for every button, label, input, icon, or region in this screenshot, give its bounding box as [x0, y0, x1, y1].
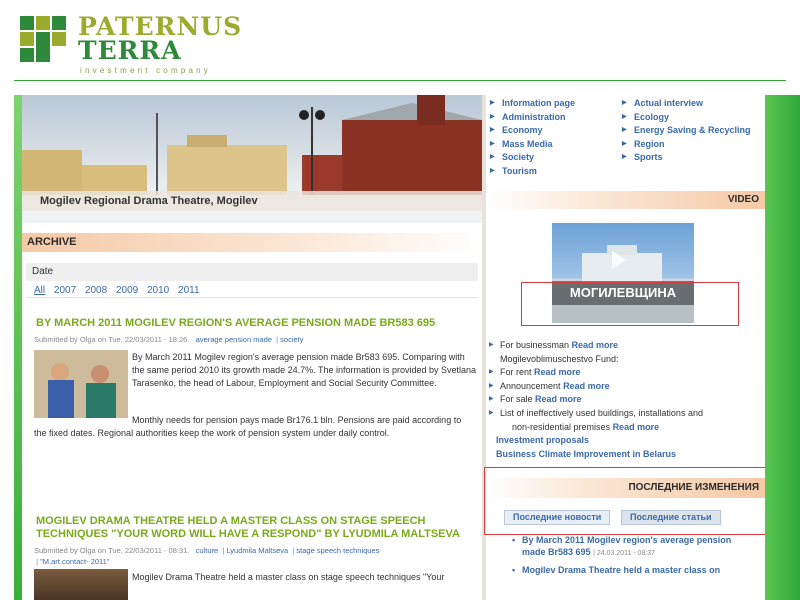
read-more-link[interactable]: Read more: [612, 421, 660, 432]
nav-link-energy-saving[interactable]: ▶ Energy Saving & Recycling: [620, 124, 751, 138]
buildings-list-label: ▶ List of ineffectively used buildings, installations and: [488, 407, 763, 421]
nav-link-administration[interactable]: ▶ Administration: [488, 111, 575, 125]
nav-link-information-page[interactable]: ▶ Information page: [488, 97, 575, 111]
right-green-border: [765, 95, 800, 600]
year-filter: [34, 285, 206, 296]
company-logo[interactable]: [18, 12, 248, 75]
article-photo: [34, 350, 128, 418]
nav-link-region[interactable]: ▶ Region: [620, 138, 751, 152]
year-link-2009[interactable]: 2009: [115, 285, 139, 296]
video-label: МОГИЛЕВЩИНА: [552, 281, 694, 305]
article-tag[interactable]: stage speech techniques: [296, 546, 380, 555]
left-green-border: [14, 95, 22, 600]
article-paragraph-2: Monthly needs for pension pays made Br176.1 bln. Pensions are paid according to the fixed dates. Regional authorities keep the work of pension system under daily control.: [34, 415, 462, 438]
list-item: [488, 380, 763, 394]
list-item: [488, 393, 763, 407]
businessman-label: For businessman: [500, 340, 570, 350]
logo-title-line2: TERRA: [78, 36, 182, 65]
article-tag[interactable]: Lyudmila Maltseva: [226, 546, 289, 555]
news-title[interactable]: Mogilev Drama Theatre held a master class on: [522, 565, 721, 575]
year-link-2007[interactable]: 2007: [53, 285, 77, 296]
fund-label: Mogilevoblimuschestvo Fund:: [500, 353, 619, 364]
category-nav-right: [620, 97, 751, 165]
list-item: [488, 366, 763, 380]
year-link-2011[interactable]: 2011: [178, 285, 200, 296]
buildings-list-cont: non-residential premises: [512, 421, 611, 432]
nav-link-sports[interactable]: ▶ Sports: [620, 151, 751, 165]
year-link-2010[interactable]: 2010: [147, 285, 170, 296]
nav-link-mass-media[interactable]: ▶ Mass Media: [488, 138, 575, 152]
article-tag[interactable]: culture: [195, 546, 219, 555]
announcement-label: Announcement: [500, 380, 561, 391]
hero-banner: [22, 95, 482, 223]
article-meta: Submitted by Olga on Tue, 22/03/2011 - 08:31. culture | Lyudmila Maltseva | stage speech techniques | "M.art.contact- 2011": [34, 546, 380, 566]
article-submitted: Submitted by Olga on Tue, 22/03/2011 - 18:26.: [34, 335, 190, 344]
nav-link-ecology[interactable]: ▶ Ecology: [620, 111, 751, 125]
category-nav-left: [488, 97, 575, 179]
list-item: [488, 421, 763, 435]
investment-proposals-link[interactable]: Investment proposals: [496, 435, 590, 446]
year-link-all[interactable]: All: [34, 285, 46, 296]
list-item[interactable]: [512, 534, 752, 560]
news-date: | 24.03.2011 - 08:37: [593, 550, 656, 557]
read-more-link[interactable]: Read more: [563, 380, 610, 391]
list-item[interactable]: [512, 564, 752, 576]
for-sale-label: For sale: [500, 394, 533, 405]
nav-link-actual-interview[interactable]: ▶ Actual interview: [620, 97, 751, 111]
article-tag[interactable]: average pension made: [195, 335, 272, 344]
business-climate-link[interactable]: Business Climate Improvement in Belarus: [496, 448, 677, 459]
article-meta: Submitted by Olga on Tue, 22/03/2011 - 18:26. average pension made | society: [34, 335, 304, 344]
read-more-link[interactable]: Read more: [535, 394, 582, 405]
article-submitted: Submitted by Olga on Tue, 22/03/2011 - 08:31.: [34, 546, 190, 555]
article-title[interactable]: MOGILEV DRAMA THEATRE HELD A MASTER CLASS ON STAGE SPEECH TECHNIQUES "YOUR WORD WILL HAVE A RESPOND" BY LYUDMILA MALTSEVA: [36, 515, 460, 540]
article-tag[interactable]: "M.art.contact- 2011": [40, 557, 110, 566]
tab-latest-articles[interactable]: Последние статьи: [621, 510, 721, 525]
date-filter-label: Date: [26, 263, 478, 281]
list-item: [488, 339, 763, 353]
logo-title-line1: PATERNUS: [78, 12, 243, 41]
logo-tagline: investment company: [80, 66, 211, 75]
article-tag[interactable]: society: [280, 335, 304, 344]
video-heading: VIDEO: [486, 191, 765, 209]
read-more-link[interactable]: Read more: [571, 340, 619, 350]
highlight-box: [484, 467, 765, 535]
read-more-link[interactable]: Read more: [534, 367, 581, 378]
year-link-2008[interactable]: 2008: [84, 285, 108, 296]
article-paragraph-1: By March 2011 Mogilev region's average pension made Br583 695. Comparing with the same period 2010 its growth made 24.7%. The information is provided by Svetlana Tarasenko, the head of Labour, Employment and Social Security Committee.: [132, 352, 477, 388]
recent-changes-heading: ПОСЛЕДНИЕ ИЗМЕНЕНИЯ: [486, 478, 765, 498]
business-links: [488, 339, 763, 461]
tab-latest-news[interactable]: Последние новости: [504, 510, 610, 525]
year-filter-rule: [26, 297, 478, 298]
article-photo: [34, 569, 128, 600]
recent-news-list: [512, 534, 752, 580]
hero-caption: Mogilev Regional Drama Theatre, Mogilev: [22, 191, 482, 211]
nav-link-society[interactable]: ▶ Society: [488, 151, 575, 165]
news-title[interactable]: By March 2011 Mogilev region's average pension made Br583 695: [522, 535, 732, 557]
highlight-box: [521, 282, 739, 326]
play-icon[interactable]: [612, 251, 626, 269]
page-content: [22, 95, 765, 600]
archive-heading: ARCHIVE: [22, 233, 482, 252]
for-rent-label: For rent: [500, 367, 532, 378]
article-title[interactable]: BY MARCH 2011 MOGILEV REGION'S AVERAGE PENSION MADE BR583 695: [36, 317, 436, 329]
nav-link-economy[interactable]: ▶ Economy: [488, 124, 575, 138]
header-divider: [14, 80, 786, 81]
logo-mark-icon: [18, 14, 68, 66]
nav-link-tourism[interactable]: ▶ Tourism: [488, 165, 575, 179]
article-paragraph-1: Mogilev Drama Theatre held a master class on stage speech techniques "Your: [132, 572, 445, 582]
